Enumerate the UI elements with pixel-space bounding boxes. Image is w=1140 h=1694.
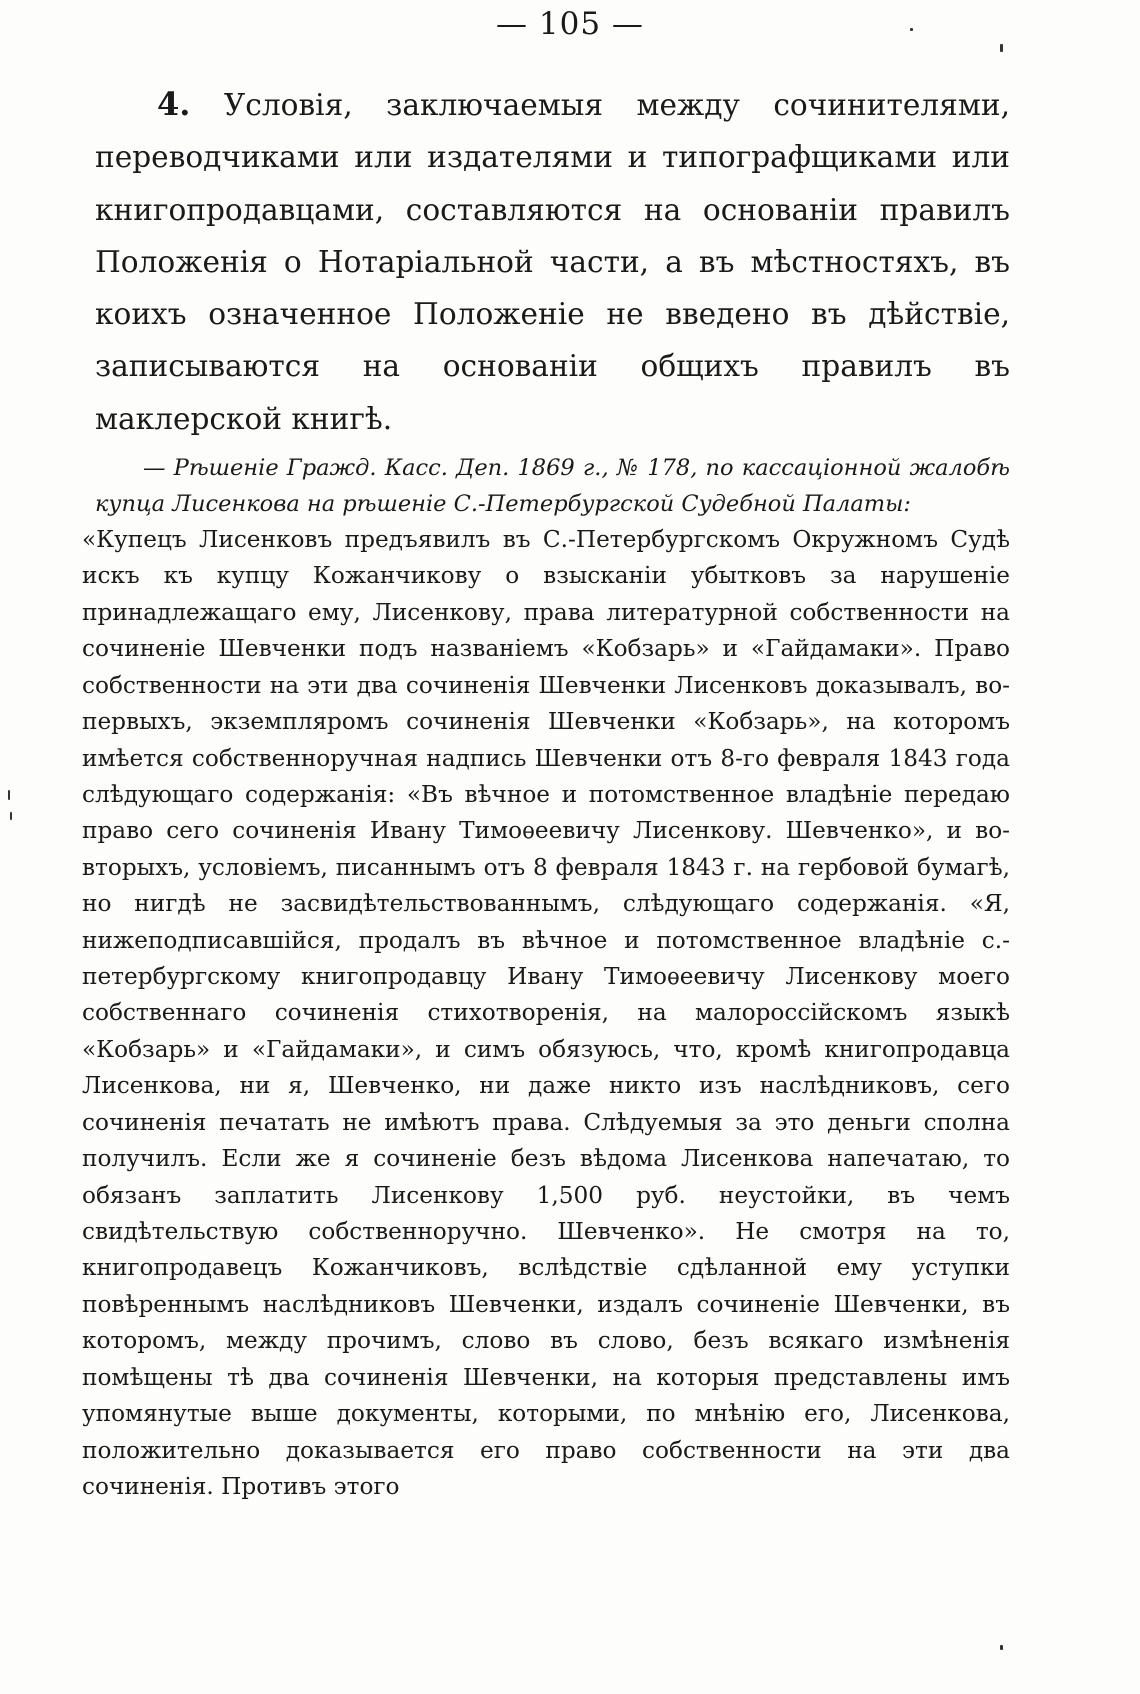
decision-body-text: «Купецъ Лисенковъ предъявилъ въ С.-Петербургскомъ Окружномъ Судѣ искъ къ купцу Кожанчикову о взысканіи убытковъ за нарушеніе принадлежащаго ему, Лисенкову, права литературной собственности на сочиненіе Шевченки подъ названіемъ «Кобзарь» и «Гайдамаки». Право собственности на эти два сочиненія Шевченки Лисенковъ доказывалъ, во-первыхъ, экземпляромъ сочиненія Шевченки «Кобзарь», на которомъ имѣется собственноручная надпись Шевченки отъ 8-го февраля 1843 года слѣдующаго содержанія: «Въ вѣчное и потомственное владѣніе передаю право сего сочиненія Ивану Тимоѳеевичу Лисенкову. Шевченко», и во-вторыхъ, условіемъ, писаннымъ отъ 8 февраля 1843 г. на гербовой бумагѣ, но нигдѣ не засвидѣтельствованнымъ, слѣдующаго содержанія. «Я, нижеподписавшійся, продалъ въ вѣчное и потомственное владѣніе с.-петербургскому книгопродавцу Ивану Тимоѳеевичу Лисенкову моего собственнаго сочиненія стихотворенія, на малороссійскомъ языкѣ «Кобзарь» и «Гайдамаки», и симъ обязуюсь, что, кромѣ книгопродавца Лисенкова, ни я, Шевченко, ни даже никто изъ наслѣдниковъ, сего сочиненія печатать не имѣютъ права. Слѣдуемыя за это деньги сполна получилъ. Если же я сочиненіе безъ вѣдома Лисенкова напечатаю, то обязанъ заплатить Лисенкову 1,500 руб. неустойки, въ чемъ свидѣтельствую собственноручно. Шевченко». Не смотря на то, книгопродавецъ Кожанчиковъ, вслѣдствіе сдѣланной ему уступки повѣреннымъ наслѣдниковъ Шевченки, издалъ сочиненіе Шевченки, въ которомъ, между прочимъ, слово въ слово, безъ всякаго измѣненія помѣщены тѣ два сочиненія Шевченки, на которыя представлены имъ упомянутые выше документы, которыми, по мнѣнію его, Лисенкова, положительно доказывается его право собственности на эти два сочиненія. Противъ этого <box>82 526 1010 1500</box>
scan-speck <box>1000 44 1003 52</box>
court-decision-citation: — Рѣшеніе Гражд. Касс. Деп. 1869 г., № 178, по кассаціонной жалобѣ купца Лисенкова на рѣшеніе С.-Петербургской Судебной Палаты: <box>95 455 1010 517</box>
scan-speck <box>10 812 12 820</box>
article-number: 4. <box>157 85 191 123</box>
article-4 <box>95 78 1010 445</box>
scan-speck <box>8 790 10 800</box>
article-text: Условія, заключаемыя между сочинителями, переводчиками или издателями и типографщиками или книгопродавцами, составляются на основаніи правилъ Положенія о Нотаріальной части, а въ мѣстностяхъ, въ коихъ означенное Положеніе не введено въ дѣйствіе, записываются на основаніи общихъ правилъ въ маклерской книгѣ. <box>95 88 1010 436</box>
page-number: — 105 — <box>496 6 644 42</box>
scan-speck <box>1000 1645 1003 1650</box>
scan-speck <box>910 28 913 31</box>
